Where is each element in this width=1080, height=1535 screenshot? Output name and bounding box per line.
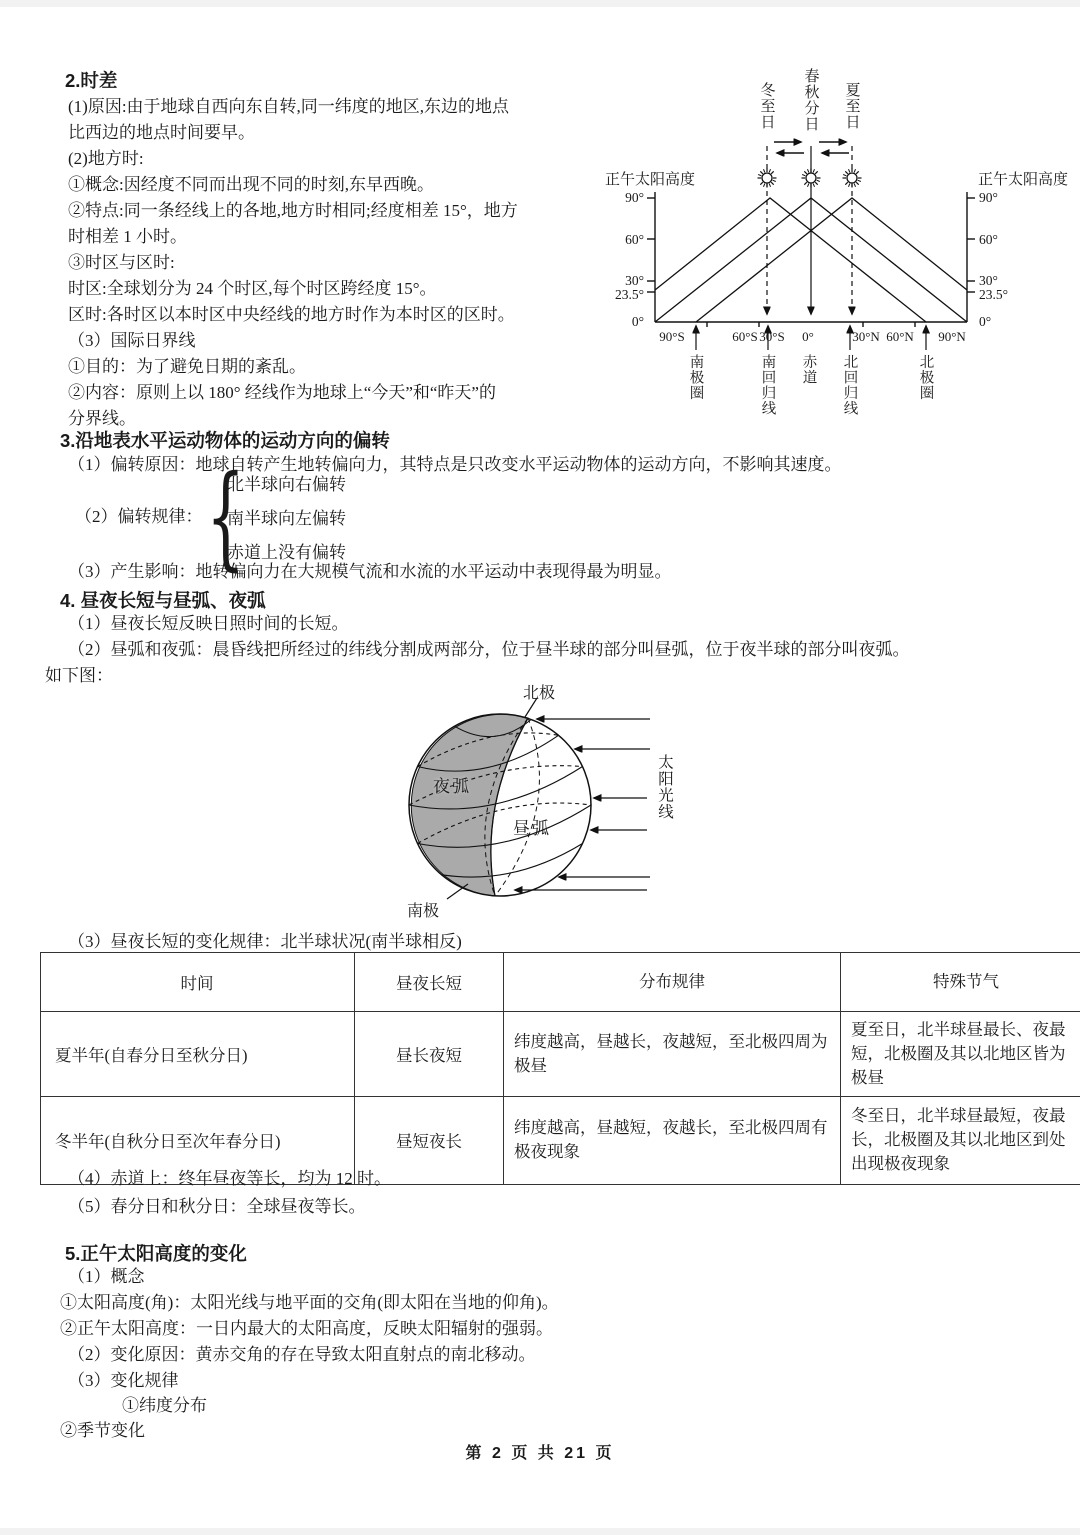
s4-line-5: （4）赤道上：终年昼夜等长，均为 12 时。: [68, 1169, 391, 1188]
s2-line-6: 时相差 1 小时。: [68, 227, 187, 246]
cell-summer-time: 夏半年(自春分日至秋分日): [41, 1012, 355, 1097]
col-header-solar-term: 特殊节气: [841, 953, 1080, 1012]
s5-line-2: ①太阳高度(角)：太阳光线与地平面的交角(即太阳在当地的仰角)。: [60, 1293, 559, 1312]
s4-line-1: （1）昼夜长短反映日照时间的长短。: [68, 614, 349, 633]
s4-line-4: （3）昼夜长短的变化规律：北半球状况(南半球相反): [68, 932, 462, 951]
s2-line-8: 时区:全球划分为 24 个时区,每个时区跨经度 15°。: [68, 279, 437, 298]
s3-line-3: （3）产生影响：地转偏向力在大规模气流和水流的水平运动中表现得最为明显。: [68, 562, 672, 581]
tropic-of-capricorn-label: 南回归线: [759, 354, 776, 416]
x-tick-labels: [659, 329, 966, 344]
svg-text:90°: 90°: [625, 190, 644, 205]
globe-figure: [355, 672, 785, 930]
svg-text:30°: 30°: [979, 273, 998, 288]
section-4-title: 4. 昼夜长短与昼弧、夜弧: [60, 590, 266, 611]
summer-solstice-curve: [696, 198, 967, 322]
s3-line-1: （1）偏转原因：地球自转产生地转偏向力，其特点是只改变水平运动物体的运动方向，不影响其速度。: [68, 455, 842, 474]
svg-text:60°: 60°: [979, 232, 998, 247]
page-number-footer: 第 2 页 共 21 页: [465, 1445, 615, 1462]
north-pole-label: 北极: [523, 685, 556, 702]
s5-line-4: （2）变化原因：黄赤交角的存在导致太阳直射点的南北移动。: [68, 1345, 536, 1364]
s2-line-4: ①概念:因经度不同而出现不同的时刻,东早西晚。: [68, 175, 434, 194]
arctic-circle-label: 北极圈: [917, 354, 934, 401]
cell-winter-length: 昼短夜长: [355, 1096, 504, 1184]
svg-text:0°: 0°: [979, 314, 992, 329]
left-axis-label: 正午太阳高度: [605, 172, 696, 188]
cell-winter-term: 冬至日，北半球昼最短，夜最长，北极圈及其以北地区到处出现极夜现象: [841, 1096, 1080, 1184]
rule-north: 北半球向右偏转: [227, 475, 346, 494]
s5-line-6: ①纬度分布: [122, 1396, 207, 1415]
winter-solstice-curve: [655, 198, 926, 322]
brace-glyph: {: [206, 452, 246, 582]
section-2-title: 2.时差: [65, 70, 118, 91]
svg-text:60°N: 60°N: [886, 329, 914, 344]
cell-winter-distribution: 纬度越高，昼越短，夜越长，至北极四周有极夜现象: [504, 1096, 841, 1184]
sun-rays-label: 太阳光线: [656, 754, 673, 820]
south-pole-label: 南极: [407, 903, 440, 920]
svg-text:0°: 0°: [802, 329, 814, 344]
s2-line-12: ②内容：原则上以 180° 经线作为地球上“今天”和“昨天”的: [68, 383, 496, 402]
table-header-row: [41, 953, 1080, 1012]
svg-text:90°N: 90°N: [938, 329, 966, 344]
night-arc-label: 夜弧: [433, 777, 471, 796]
day-arc-label: 昼弧: [513, 819, 551, 838]
right-axis-label: 正午太阳高度: [978, 172, 1069, 188]
day-night-length-table: [40, 952, 1066, 1185]
cell-summer-distribution: 纬度越高，昼越长，夜越短，至北极四周为极昼: [504, 1012, 841, 1097]
equinox-label: 春秋分日: [802, 68, 819, 132]
s2-line-3: (2)地方时:: [68, 149, 144, 168]
night-hemisphere: [411, 714, 528, 896]
equator-label: 赤道: [800, 354, 817, 385]
col-header-time: 时间: [41, 953, 355, 1012]
svg-text:60°S: 60°S: [732, 329, 758, 344]
tropic-of-cancer-label: 北回归线: [841, 354, 858, 416]
s2-line-1: (1)原因:由于地球自西向东自转,同一纬度的地区,东边的地点: [68, 97, 510, 116]
page-top-edge: [0, 0, 1080, 7]
s5-line-3: ②正午太阳高度：一日内最大的太阳高度，反映太阳辐射的强弱。: [60, 1319, 553, 1338]
s4-line-6: （5）春分日和秋分日：全球昼夜等长。: [68, 1197, 366, 1216]
svg-text:30°S: 30°S: [759, 329, 785, 344]
sun-ray-arrows: [515, 719, 650, 890]
cell-summer-length: 昼长夜短: [355, 1012, 504, 1097]
svg-text:60°: 60°: [625, 232, 644, 247]
summer-solstice-label: 夏至日: [843, 82, 860, 130]
day-night-globe-diagram: [355, 672, 785, 930]
s2-line-11: ①目的：为了避免日期的紊乱。: [68, 357, 306, 376]
s2-line-7: ③时区与区时:: [68, 253, 175, 272]
antarctic-circle-label: 南极圈: [687, 354, 704, 401]
svg-text:90°: 90°: [979, 190, 998, 205]
svg-text:30°: 30°: [625, 273, 644, 288]
section-3-title: 3.沿地表水平运动物体的运动方向的偏转: [60, 430, 390, 451]
col-header-length: 昼夜长短: [355, 953, 504, 1012]
sun-icon: [843, 169, 862, 188]
s2-line-5: ②特点:同一条经线上的各地,地方时相同;经度相差 15°，地方: [68, 201, 518, 220]
noon-solar-altitude-diagram: [600, 58, 1078, 434]
s5-line-7: ②季节变化: [60, 1421, 145, 1440]
s4-line-2: （2）昼弧和夜弧：晨昏线把所经过的纬线分割成两部分，位于昼半球的部分叫昼弧，位于夜半球的部分叫夜弧。: [68, 640, 910, 659]
table-row: [41, 1012, 1080, 1097]
s2-line-9: 区时:各时区以本时区中央经线的地方时作为本时区的区时。: [68, 305, 515, 324]
page-bottom-edge: [0, 1528, 1080, 1535]
s2-line-13: 分界线。: [68, 409, 136, 428]
sun-icon: [802, 169, 821, 188]
winter-solstice-label: 冬至日: [758, 82, 775, 130]
col-header-distribution: 分布规律: [504, 953, 841, 1012]
s2-line-10: （3）国际日界线: [68, 331, 196, 350]
cell-summer-term: 夏至日，北半球昼最长、夜最短，北极圈及其以北地区皆为极昼: [841, 1012, 1080, 1097]
svg-text:30°N: 30°N: [852, 329, 880, 344]
s4-line-3: 如下图：: [45, 666, 113, 685]
cell-winter-time: 冬半年(自秋分日至次年春分日): [41, 1096, 355, 1184]
svg-text:90°S: 90°S: [659, 329, 685, 344]
svg-text:23.5°: 23.5°: [979, 287, 1009, 302]
section-5-title: 5.正午太阳高度的变化: [65, 1243, 247, 1264]
rule-equator: 赤道上没有偏转: [227, 543, 346, 562]
svg-text:0°: 0°: [631, 314, 644, 329]
svg-text:23.5°: 23.5°: [614, 287, 644, 302]
s5-line-5: （3）变化规律: [68, 1371, 179, 1390]
sun-icon: [758, 169, 777, 188]
deflection-rules-label: （2）偏转规律：: [75, 507, 203, 526]
s5-line-1: （1）概念: [68, 1267, 145, 1286]
s2-line-2: 比西边的地点时间要早。: [68, 123, 255, 142]
rule-south: 南半球向左偏转: [227, 509, 346, 528]
